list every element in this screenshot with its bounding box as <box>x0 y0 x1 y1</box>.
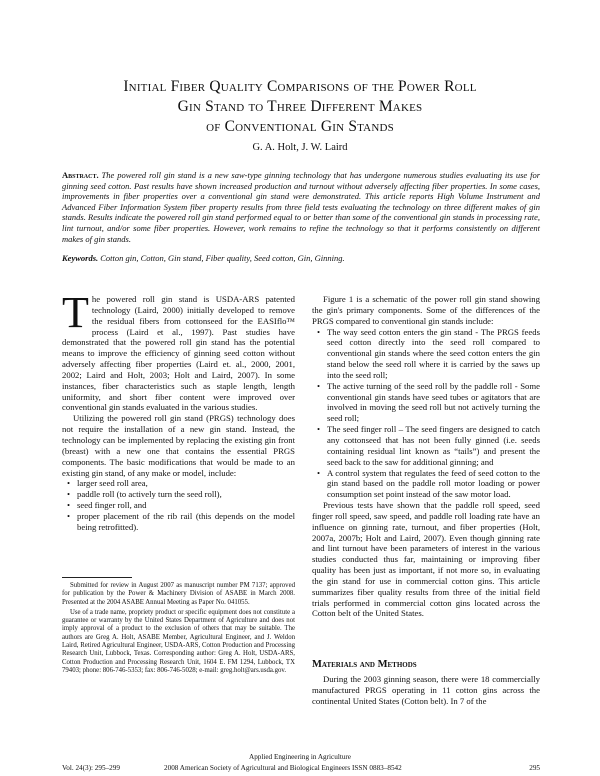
figure-paragraph: Figure 1 is a schematic of the power roll gin stand showing the gin's primary components. Some of the differences of the PRGS compared to conventional gin stands include: <box>312 294 540 326</box>
list-item: • paddle roll (to actively turn the seed roll), <box>77 489 295 500</box>
methods-paragraph: During the 2003 ginning season, there were 18 commercially manufactured PRGS operating in 11 cotton gins across the continental United States (Cotton belt). In 7 of the <box>312 674 540 706</box>
submission-note: Submitted for review in August 2007 as manuscript number PM 7137; approved for publication by the Power & Machinery Division of ASABE in March 2008. Presented at the 2004 ASABE Annual Meeting as Paper No. 041055. <box>62 582 295 606</box>
list-item: • A control system that regulates the feed of seed cotton to the gin stand based on the paddle roll motor loading or power consumption set point instead of the saw motor load. <box>327 468 540 501</box>
page-number: 295 <box>529 764 540 772</box>
footnote-divider <box>62 577 132 578</box>
list-item: • seed finger roll, and <box>77 500 295 511</box>
copyright-notice: 2008 American Society of Agricultural and Biological Engineers ISSN 0883–8542 <box>164 764 402 772</box>
title-line-1: Initial Fiber Quality Comparisons of the Power Roll <box>123 78 477 95</box>
intro-text: he powered roll gin stand is USDA-ARS patented technology (Laird, 2000) initially developed to remove the residual fibers from cottonseed for the EASIflo™ process (Laird et al., 1997). Past studies have demonstrated that the powered roll gin stand has the potential means to improve the efficiency of ginning seed cotton without adversely affecting fiber properties (Laird et. al., 2000, 2001, 2002; Laird and Holt, 2003; Holt and Laird, 2007). In some instances, fiber characteristics such as staple length, length uniformity, and short fiber content were improved over conventional gin stands evaluated in the various studies. <box>62 294 295 413</box>
right-column <box>312 294 540 619</box>
volume-info: Vol. 24(3): 295–299 <box>62 764 120 772</box>
list-item: • The seed finger roll – The seed fingers are designed to catch any cottonseed that has not been fully ginned (i.e. seeds containing residual lint known as “tails”) and present the seed back to the saw for additional ginning; and <box>327 424 540 467</box>
title-line-2: Gin Stand to Three Different Makes <box>177 98 423 115</box>
section-heading: Materials and Methods <box>312 659 417 670</box>
methods-section <box>312 674 540 707</box>
journal-name: Applied Engineering in Agriculture <box>249 753 351 761</box>
intro-paragraph <box>62 288 295 413</box>
prgs-paragraph: Utilizing the powered roll gin stand (PRGS) technology does not require the installation of a new gin stand. Instead, the technology can be implemented by replacing the existing gin front (breast) with a new one that contains the essential PRGS components. The basic modifications that would be made to an existing gin stand, of any make or model, include: <box>62 413 295 478</box>
abstract <box>62 170 540 244</box>
keywords <box>62 253 540 264</box>
abstract-label: Abstract. <box>62 170 99 180</box>
paper-title <box>40 77 560 137</box>
list-item: • larger seed roll area, <box>77 478 295 489</box>
keywords-text: Cotton gin, Cotton, Gin stand, Fiber quality, Seed cotton, Gin, Ginning. <box>100 253 345 263</box>
authors: G. A. Holt, J. W. Laird <box>252 142 348 153</box>
footnotes <box>62 582 295 677</box>
list-item: • The way seed cotton enters the gin stand - The PRGS feeds seed cotton directly into the seed roll compared to conventional gin stands where the seed cotton enters the gin stand below the seed roll where it is carried by the saws up into the seed roll; <box>327 327 540 381</box>
abstract-text: The powered roll gin stand is a new saw-type ginning technology that has undergone numerous studies evaluating its use for ginning seed cotton. Past results have shown increased production and turnout without adversely affecting fiber properties. In some cases, improvements in fiber properties over a conventional gin stand were demonstrated. This article reports High Volume Instrument and Advanced Fiber Information System fiber property results from three field tests evaluating the technology on three different makes of gin stands. Results indicate the powered roll gin stand performed equal to or better than some of the conventional gin stands in processing rate, lint turnout, and/or some fiber properties. However, work remains to refine the technology so that it performs consistently on different makes of gin stands. <box>62 170 540 244</box>
drop-cap: T <box>62 288 89 337</box>
list-item: • The active turning of the seed roll by the paddle roll - Some conventional gin stands have seed tubes or agitators that are involved in moving the seed roll but not actively turning the seed roll; <box>327 381 540 424</box>
previous-tests-paragraph: Previous tests have shown that the paddle roll speed, seed finger roll speed, saw speed, and paddle roll loading rate have an influence on ginning rate, turnout, and fiber properties (Holt, 2007a, 2007b; Holt and Laird, 2007). Even though ginning rate and lint turnout have been parameters of interest in the various studies conducted thus far, maintaining or improving fiber quality has been just as important, if not more so, in evaluating the gin stand for use in commercial cotton gins. This article summarizes fiber quality results from three of the initial field trials performed in commercial cotton gins located across the Cotton belt of the United States. <box>312 500 540 619</box>
list-item: • proper placement of the rib rail (this depends on the model being retrofitted). <box>77 511 295 533</box>
title-line-3: of Conventional Gin Stands <box>206 118 394 135</box>
left-column <box>62 288 295 533</box>
modifications-list <box>62 478 295 532</box>
differences-list <box>312 327 540 501</box>
disclaimer-note: Use of a trade name, propriety product or specific equipment does not constitute a guarantee or warranty by the United States Department of Agriculture and does not imply approval of a product to the exclusion of others that may be suitable. The authors are Greg A. Holt, ASABE Member, Agricultural Engineer, and J. Weldon Laird, Retired Agricultural Engineer, USDA-ARS, Cotton Production and Processing Research Unit, Lubbock, Texas. Corresponding author: Greg A. Holt, USDA-ARS, Cotton Production and Processing Research Unit, 1604 E. FM 1294, Lubbock, TX 79403; phone: 806-746-5353; fax: 806-746-5028; e-mail: greg.holt@ars.usda.gov. <box>62 608 295 674</box>
keywords-label: Keywords. <box>62 253 99 263</box>
